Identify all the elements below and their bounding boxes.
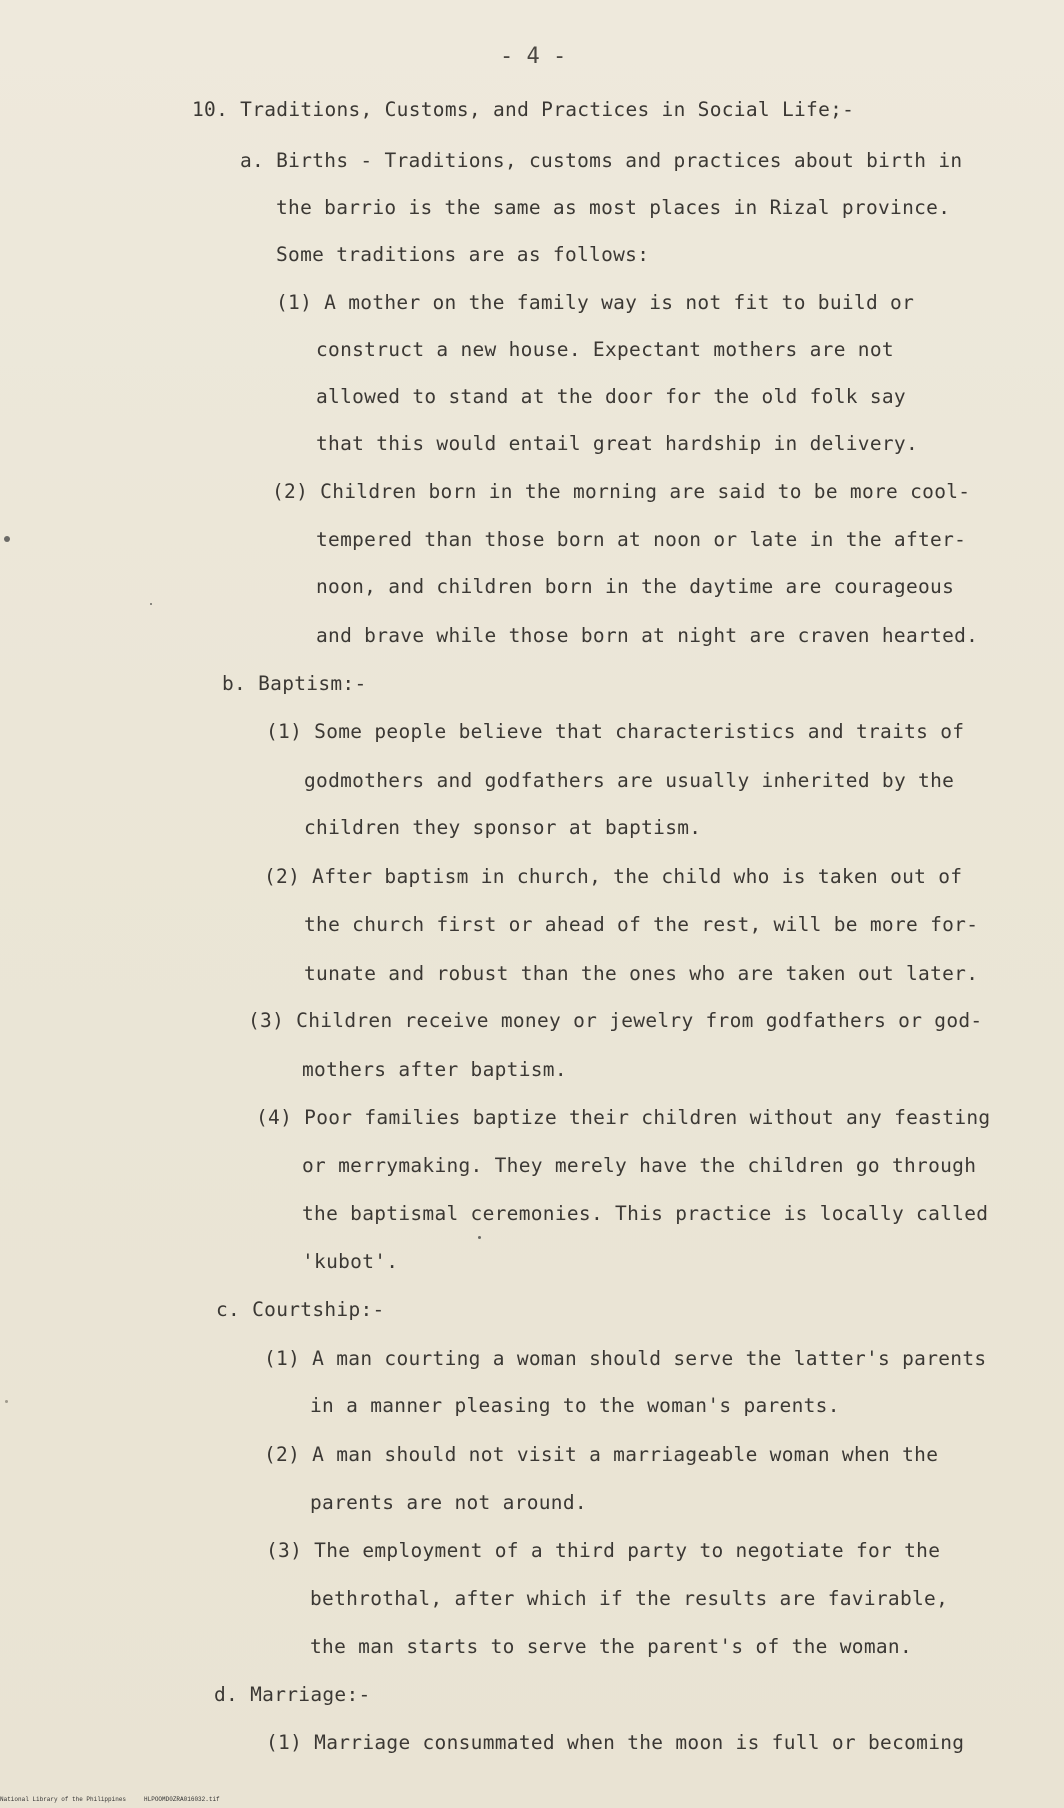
text-line: in a manner pleasing to the woman's parents. bbox=[310, 1394, 840, 1417]
text-line: mothers after baptism. bbox=[302, 1058, 567, 1081]
text-line: the man starts to serve the parent's of the woman. bbox=[310, 1635, 912, 1658]
text-line: godmothers and godfathers are usually inherited by the bbox=[304, 769, 955, 792]
text-line: and brave while those born at night are craven hearted. bbox=[316, 624, 979, 647]
list-item-baptism-1: (1) Some people believe that characteristics and traits of bbox=[266, 720, 965, 743]
text-line: bethrothal, after which if the results are favirable, bbox=[310, 1587, 949, 1610]
text-line: noon, and children born in the daytime are courageous bbox=[316, 575, 955, 598]
footer-library: National Library of the Philippines bbox=[0, 1796, 127, 1803]
list-item-baptism-2: (2) After baptism in church, the child who is taken out of bbox=[264, 865, 963, 888]
list-item-courtship-2: (2) A man should not visit a marriageable woman when the bbox=[264, 1443, 939, 1466]
text-line: children they sponsor at baptism. bbox=[304, 816, 702, 839]
subsection-heading-courtship: c. Courtship:- bbox=[216, 1298, 385, 1321]
text-line: that this would entail great hardship in delivery. bbox=[316, 432, 918, 455]
text-line: parents are not around. bbox=[310, 1491, 587, 1514]
text-line: Some traditions are as follows: bbox=[276, 243, 650, 266]
scan-speck bbox=[478, 1236, 481, 1239]
page-number: - 4 - bbox=[500, 44, 567, 69]
text-line: the baptismal ceremonies. This practice is locally called bbox=[302, 1202, 989, 1225]
footer-file: HLPOOMD0ZRA016032.tif bbox=[144, 1796, 220, 1803]
scan-speck bbox=[150, 603, 152, 605]
list-item-births-2: (2) Children born in the morning are said to be more cool- bbox=[272, 480, 971, 503]
list-item-courtship-3: (3) The employment of a third party to negotiate for the bbox=[266, 1539, 941, 1562]
text-line: 'kubot'. bbox=[302, 1250, 399, 1273]
scan-speck bbox=[4, 536, 10, 542]
list-item-baptism-4: (4) Poor families baptize their children without any feasting bbox=[256, 1106, 991, 1129]
text-line: the church first or ahead of the rest, will be more for- bbox=[304, 913, 979, 936]
list-item-courtship-1: (1) A man courting a woman should serve the latter's parents bbox=[264, 1347, 987, 1370]
subsection-heading-baptism: b. Baptism:- bbox=[222, 672, 367, 695]
text-line: or merrymaking. They merely have the children go through bbox=[302, 1154, 977, 1177]
text-line: tempered than those born at noon or late in the after- bbox=[316, 528, 967, 551]
text-line: the barrio is the same as most places in Rizal province. bbox=[276, 196, 951, 219]
subsection-heading-births: a. Births - Traditions, customs and practices about birth in bbox=[240, 149, 963, 172]
text-line: allowed to stand at the door for the old folk say bbox=[316, 385, 906, 408]
scan-speck bbox=[5, 1400, 8, 1403]
list-item-baptism-3: (3) Children receive money or jewelry from godfathers or god- bbox=[248, 1009, 983, 1032]
subsection-heading-marriage: d. Marriage:- bbox=[214, 1683, 371, 1706]
section-heading: 10. Traditions, Customs, and Practices in Social Life;- bbox=[192, 98, 855, 121]
list-item-births-1: (1) A mother on the family way is not fit to build or bbox=[276, 291, 915, 314]
text-line: tunate and robust than the ones who are taken out later. bbox=[304, 962, 979, 985]
scan-footer bbox=[0, 1796, 220, 1803]
list-item-marriage-1: (1) Marriage consummated when the moon is full or becoming bbox=[266, 1731, 965, 1754]
text-line: construct a new house. Expectant mothers are not bbox=[316, 338, 894, 361]
